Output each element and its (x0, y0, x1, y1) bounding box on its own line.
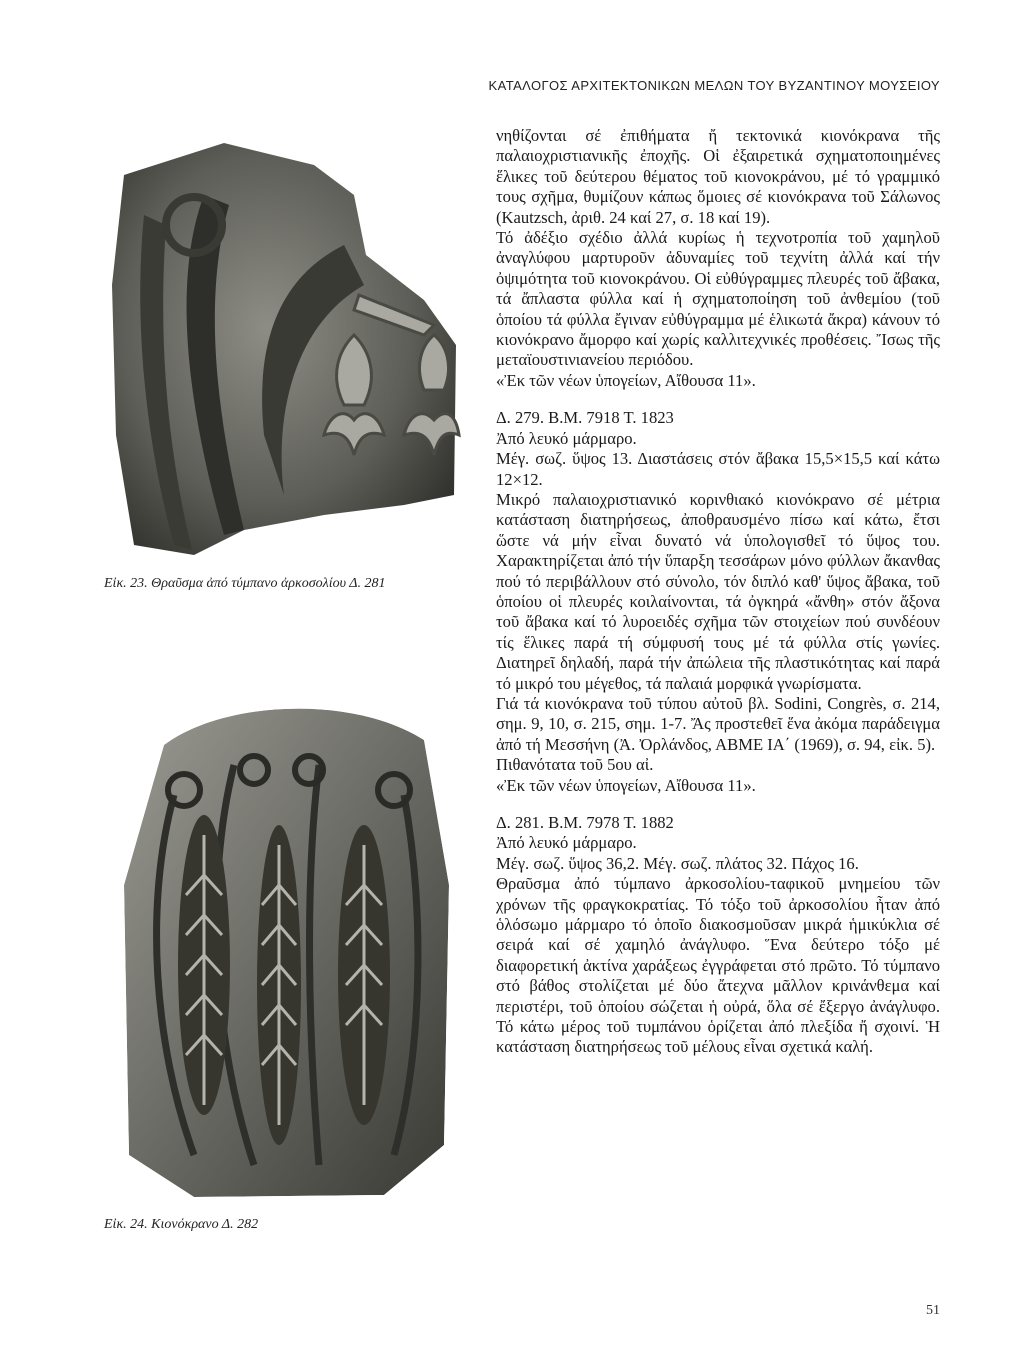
page-number: 51 (926, 1303, 940, 1318)
entry-279-date: Πιθανότατα τοῦ 5ου αἰ. (496, 755, 654, 775)
entry-279-id: Δ. 279. Β.Μ. 7918 Τ. 1823 (496, 408, 674, 428)
figure-24-photo (104, 685, 462, 1205)
entry-281-dimensions: Μέγ. σωζ. ὕψος 36,2. Μέγ. σωζ. πλάτος 32. Πάχος 16. (496, 853, 859, 873)
entry-281-material: Ἀπό λευκό μάρμαρο. (496, 833, 637, 853)
entry-279-description: Μικρό παλαιοχριστιανικό κορινθιακό κιονόκρανο σέ μέτρια κατάσταση διατηρήσεως, ἀποθραυσμένο πίσω καί κάτω, ἔτσι ὥστε νά μήν εἶναι δυνατό νά ὑπολογισθεῖ τό ὕψος του. Χαρακτηρίζεται ἀπό τήν ὕπαρξη τεσσάρων μόνο φύλλων ἄκανθας πού τό περιβάλλουν στό σύνολο, τόν διπλό καθ' ὕψος ἄβακα, τοῦ ὁποίου οἱ πλευρές κοιλαίνονται, τά ὀγκηρά «ἄνθη» στόν ἄξονα τοῦ ἄβακα καί τό λυροειδές σχῆμα τῶν στοιχείων πού συνδέουν τίς ἕλικες παρά τή σύμφυσή τους μέ τά φύλλα στίς γωνίες. Διατηρεῖ δηλαδή, παρά τήν ἀπώλεια τῆς πλαστικότητας καί παρά τό μικρό του μέγεθος, τά παλαιά μορφικά γνωρίσματα. (496, 489, 940, 693)
entry-279-references: Γιά τά κιονόκρανα τοῦ τύπου αὐτοῦ βλ. Sodini, Congrès, σ. 214, σημ. 9, 10, σ. 215, σημ. 1-7. Ἄς προστεθεῖ ἕνα ἀκόμα παράδειγμα ἀπό τή Μεσσήνη (Ἀ. Ὀρλάνδος, ΑΒΜΕ ΙΑ΄ (1969), σ. 94, εἰκ. 5). (496, 693, 940, 754)
entry-279-dimensions: Μέγ. σωζ. ὕψος 13. Διαστάσεις στόν ἄβακα 15,5×15,5 καί κάτω 12×12. (496, 449, 940, 489)
paragraph-2: Τό ἀδέξιο σχέδιο ἀλλά κυρίως ἡ τεχνοτροπία τοῦ χαμηλοῦ ἀναγλύφου μαρτυροῦν ἀδυναμίες τοῦ τεχνίτη ἀλλά καί τήν ὀψιμότητα τοῦ κιονοκράνου. Οἱ εὐθύγραμμες πλευρές τοῦ ἄβακα, τά ἄπλαστα φύλλα καί ἡ σχηματοποίηση τοῦ ἀνθεμίου (τοῦ ὁποίου τά φύλλα ἔγιναν εὐθύγραμμα μέ ἑλικωτά ἄκρα) κάνουν τό κιονόκρανο ἄμορφο καί χωρίς καλλιτεχνικές προθέσεις. Ἴσως τῆς μεταϊουστινιανείου περιόδου. (496, 228, 940, 370)
section-gap (496, 796, 940, 813)
entry-281-id: Δ. 281. Β.Μ. 7978 Τ. 1882 (496, 813, 674, 832)
entry-279-provenance: «Ἐκ τῶν νέων ὑπογείων, Αἴθουσα 11». (496, 775, 756, 795)
paragraph-1: νηθίζονται σέ ἐπιθήματα ἤ τεκτονικά κιονόκρανα τῆς παλαιοχριστιανικῆς ἐποχῆς. Οἱ ἐξαιρετικά σχηματοποιημένες ἕλικες τοῦ δεύτερου θέματος τοῦ κιονοκράνου, μέ τό γραμμικό τους σχῆμα, θυμίζουν κάπως ὅμοιες σέ κιονόκρανα τοῦ Σάλωνος (Kautzsch, ἀριθ. 24 καί 27, σ. 18 καί 19). (496, 126, 940, 227)
entry-281-description: Θραῦσμα ἀπό τύμπανο ἀρκοσολίου-ταφικοῦ μνημείου τῶν χρόνων τῆς φραγκοκρατίας. Τό τόξο τοῦ ἀρκοσολίου ἦταν ἀπό ὁλόσωμο μάρμαρο τό ὁποῖο διακοσμοῦσαν μικρά ἡμικύκλια σέ σειρά καί σέ χαμηλό ἀνάγλυφο. Ἕνα δεύτερο τόξο μέ διαφορετική ἀκτίνα χαράξεως ἐγγράφεται στό πρῶτο. Τό τύμπανο στό βάθος στολίζεται μέ δύο ἄτεχνα μᾶλλον κρινάνθεμα καί περιστέρι, τοῦ ὁποίου σώζεται ἡ οὐρά, ὅλα σέ ἔξεργο ἀνάγλυφο. Τό κάτω μέρος τοῦ τυμπάνου ὁρίζεται ἀπό πλεξίδα ἤ σχοινί. Ἡ κατάσταση διατηρήσεως τοῦ μέλους εἶναι σχετικά καλή. (496, 874, 940, 1057)
paragraph-3: «Ἐκ τῶν νέων ὑπογείων, Αἴθουσα 11». (496, 370, 756, 390)
entry-279-material: Ἀπό λευκό μάρμαρο. (496, 428, 637, 448)
figure-24-caption: Εἰκ. 24. Κιονόκρανο Δ. 282 (104, 1217, 259, 1232)
section-gap (496, 391, 940, 408)
running-header: ΚΑΤΑΛΟΓΟΣ ΑΡΧΙΤΕΚΤΟΝΙΚΩΝ ΜΕΛΩΝ ΤΟΥ ΒΥΖΑΝΤΙΝΟΥ ΜΟΥΣΕΙΟΥ (488, 78, 940, 93)
figure-23-photo (104, 135, 462, 567)
figure-23-caption: Εἰκ. 23. Θραῦσμα ἀπό τύμπανο ἀρκοσολίου Δ. 281 (104, 576, 386, 591)
body-text-column (496, 126, 940, 1058)
